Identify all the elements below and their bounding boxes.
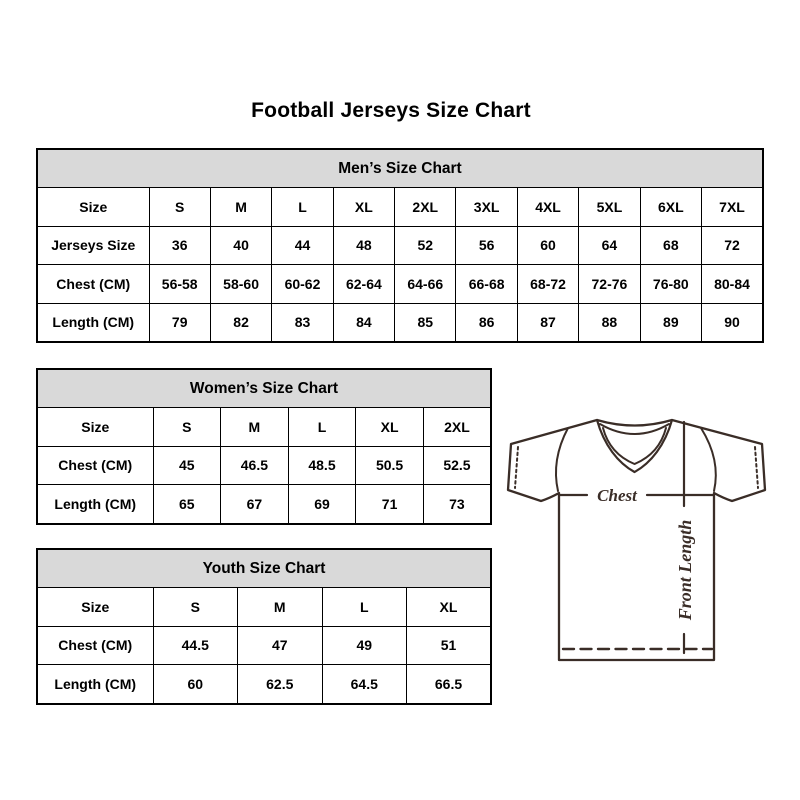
table-cell: S bbox=[149, 188, 210, 227]
table-row bbox=[37, 485, 491, 524]
table-cell: M bbox=[221, 408, 289, 447]
table-cell: 87 bbox=[517, 303, 578, 342]
table-cell: 65 bbox=[153, 485, 221, 524]
table-cell: 62-64 bbox=[333, 265, 394, 304]
table-cell: 66.5 bbox=[407, 665, 492, 704]
table-cell: 4XL bbox=[517, 188, 578, 227]
table-cell: 79 bbox=[149, 303, 210, 342]
table-cell: 50.5 bbox=[356, 446, 424, 485]
jersey-measurement-diagram bbox=[501, 400, 773, 672]
table-cell: 71 bbox=[356, 485, 424, 524]
table-cell: 52.5 bbox=[423, 446, 491, 485]
table-cell: M bbox=[210, 188, 271, 227]
table-cell: 83 bbox=[272, 303, 333, 342]
table-cell: 73 bbox=[423, 485, 491, 524]
row-label: Chest (CM) bbox=[37, 446, 153, 485]
table-cell: 69 bbox=[288, 485, 356, 524]
table-cell: M bbox=[238, 588, 323, 627]
table-cell: 80-84 bbox=[702, 265, 763, 304]
jersey-diagram-svg bbox=[501, 400, 773, 672]
table-cell: 62.5 bbox=[238, 665, 323, 704]
table-cell: 56 bbox=[456, 226, 517, 265]
right-sleeve-seam bbox=[701, 428, 716, 491]
table-cell: 51 bbox=[407, 626, 492, 665]
table-cell: 60 bbox=[153, 665, 238, 704]
table-cell: 72 bbox=[702, 226, 763, 265]
womens-size-chart-section bbox=[36, 368, 492, 525]
table-cell: 40 bbox=[210, 226, 271, 265]
jersey-outline bbox=[508, 420, 765, 660]
table-row bbox=[37, 665, 491, 704]
table-cell: 66-68 bbox=[456, 265, 517, 304]
table-cell: XL bbox=[356, 408, 424, 447]
table-cell: 67 bbox=[221, 485, 289, 524]
table-cell: 3XL bbox=[456, 188, 517, 227]
table-cell: 48.5 bbox=[288, 446, 356, 485]
table-cell: 2XL bbox=[395, 188, 456, 227]
table-cell: 72-76 bbox=[579, 265, 640, 304]
women-size-table bbox=[36, 368, 492, 525]
table-cell: L bbox=[288, 408, 356, 447]
table-cell: 82 bbox=[210, 303, 271, 342]
table-row bbox=[37, 626, 491, 665]
table-cell: 68 bbox=[640, 226, 701, 265]
table-cell: 58-60 bbox=[210, 265, 271, 304]
page-title: Football Jerseys Size Chart bbox=[251, 99, 531, 122]
chest-label: Chest bbox=[597, 486, 637, 505]
table-cell: 7XL bbox=[702, 188, 763, 227]
table-cell: 44.5 bbox=[153, 626, 238, 665]
mens-size-chart-section bbox=[36, 148, 764, 343]
table-row bbox=[37, 588, 491, 627]
table-cell: 86 bbox=[456, 303, 517, 342]
row-label: Size bbox=[37, 408, 153, 447]
table-cell: 45 bbox=[153, 446, 221, 485]
table-cell: 84 bbox=[333, 303, 394, 342]
row-label: Size bbox=[37, 588, 153, 627]
men-size-table bbox=[36, 148, 764, 343]
table-cell: 36 bbox=[149, 226, 210, 265]
men-table-title: Men’s Size Chart bbox=[37, 149, 763, 188]
table-row bbox=[37, 265, 763, 304]
table-cell: 6XL bbox=[640, 188, 701, 227]
row-label: Jerseys Size bbox=[37, 226, 149, 265]
table-row bbox=[37, 446, 491, 485]
table-cell: 49 bbox=[322, 626, 407, 665]
left-cuff-stitch-line bbox=[515, 447, 518, 488]
table-cell: 56-58 bbox=[149, 265, 210, 304]
table-cell: L bbox=[272, 188, 333, 227]
table-cell: XL bbox=[407, 588, 492, 627]
table-cell: 52 bbox=[395, 226, 456, 265]
table-cell: 76-80 bbox=[640, 265, 701, 304]
table-cell: 46.5 bbox=[221, 446, 289, 485]
table-cell: 44 bbox=[272, 226, 333, 265]
youth-size-chart-section bbox=[36, 548, 492, 705]
table-row bbox=[37, 408, 491, 447]
table-cell: 64 bbox=[579, 226, 640, 265]
table-cell: 90 bbox=[702, 303, 763, 342]
table-cell: 48 bbox=[333, 226, 394, 265]
table-cell: 60 bbox=[517, 226, 578, 265]
table-cell: 60-62 bbox=[272, 265, 333, 304]
table-cell: 2XL bbox=[423, 408, 491, 447]
table-cell: 47 bbox=[238, 626, 323, 665]
table-cell: 64-66 bbox=[395, 265, 456, 304]
youth-table-title-row bbox=[37, 549, 491, 588]
youth-size-table bbox=[36, 548, 492, 705]
table-cell: S bbox=[153, 408, 221, 447]
table-cell: 68-72 bbox=[517, 265, 578, 304]
men-table-title-row bbox=[37, 149, 763, 188]
table-cell: 85 bbox=[395, 303, 456, 342]
row-label: Size bbox=[37, 188, 149, 227]
table-cell: 64.5 bbox=[322, 665, 407, 704]
front-length-label: Front Length bbox=[675, 519, 695, 621]
row-label: Length (CM) bbox=[37, 303, 149, 342]
right-cuff-stitch-line bbox=[755, 447, 758, 488]
table-cell: XL bbox=[333, 188, 394, 227]
table-cell: 5XL bbox=[579, 188, 640, 227]
left-sleeve-seam bbox=[556, 428, 568, 491]
table-row bbox=[37, 188, 763, 227]
table-cell: S bbox=[153, 588, 238, 627]
youth-table-title: Youth Size Chart bbox=[37, 549, 491, 588]
table-cell: 88 bbox=[579, 303, 640, 342]
row-label: Chest (CM) bbox=[37, 265, 149, 304]
row-label: Length (CM) bbox=[37, 665, 153, 704]
women-table-title: Women’s Size Chart bbox=[37, 369, 491, 408]
table-row bbox=[37, 303, 763, 342]
women-table-title-row bbox=[37, 369, 491, 408]
row-label: Length (CM) bbox=[37, 485, 153, 524]
table-cell: L bbox=[322, 588, 407, 627]
row-label: Chest (CM) bbox=[37, 626, 153, 665]
table-row bbox=[37, 226, 763, 265]
table-cell: 89 bbox=[640, 303, 701, 342]
